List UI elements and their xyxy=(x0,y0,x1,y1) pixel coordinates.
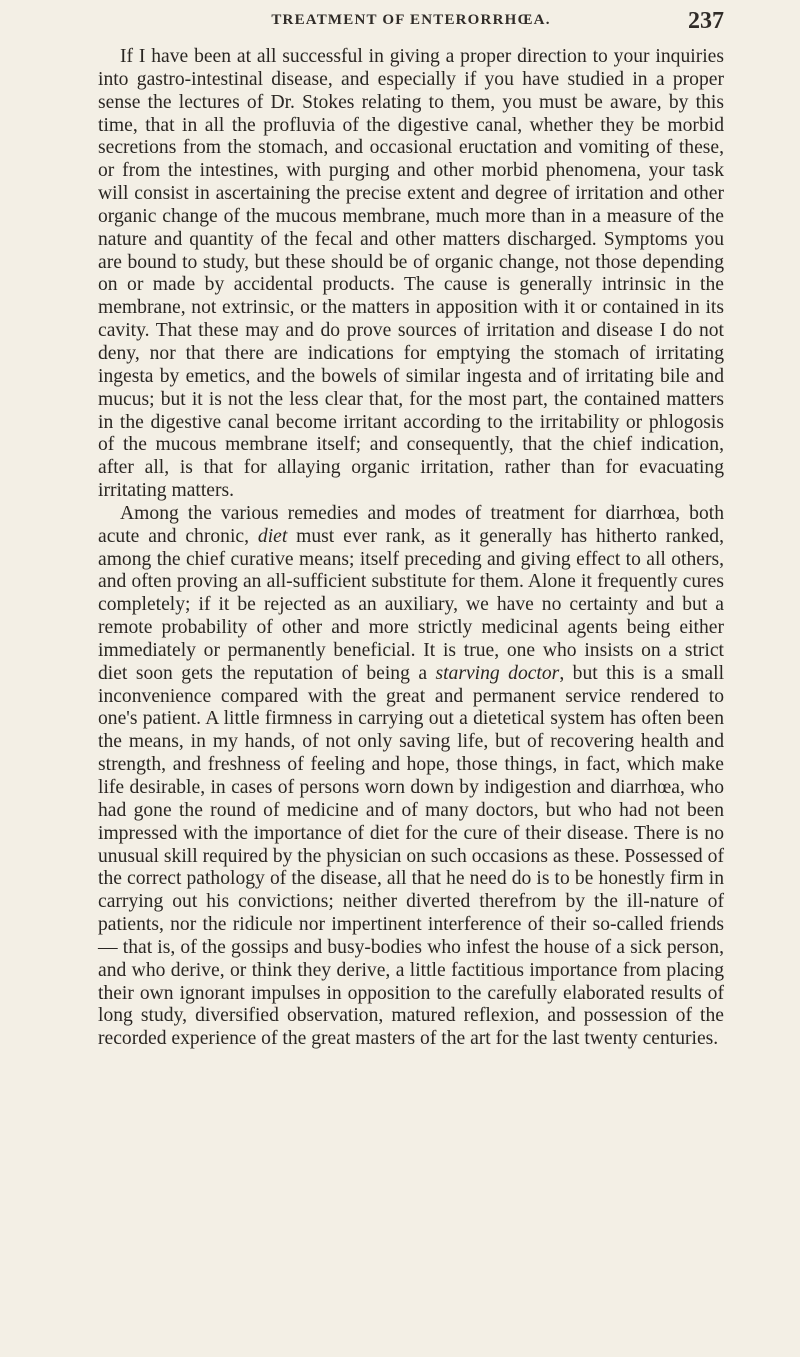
paragraph-text: must ever rank, as it generally has hitherto ranked, among the chief curative means; itself preceding and giving effect to all others, and often proving an all-sufficient substitute for them. Alone it frequently cures completely; if it be rejected as an auxiliary, we have no certainty and but a remote probability of other and more strictly medicinal agents being either immediately or permanently beneficial. It is true, one who insists on a strict diet soon gets the reputation of being a xyxy=(98,525,725,684)
paragraph-text: , but this is a small inconvenience compared with the great and permanent service rendered to one's patient. A little firmness in carrying out a dietetical system has often been the means, in my hands, of not only saving life, but of recovering health and strength, and freshness of feeling and hope, those things, in fact, which make life desirable, in cases of persons worn down by indigestion and diarrhœa, who had gone the round of medicine and of many doctors, but who had not been impressed with the importance of diet for the cure of their disease. There is no unusual skill required by the physician on such occasions as these. Possessed of the correct pathology of the disease, all that he need do is to be honestly firm in carrying out his convictions; neither diverted therefrom by the ill-nature of patients, nor the ridicule nor impertinent interference of their so-called friends — that is, of the gossips and busy-bodies who infest the house of a sick person, and who derive, or think they derive, a little factitious importance from placing their own ignorant impulses in opposition to the carefully elaborated results of long study, diversified observation, matured reflexion, and possession of the recorded experience of the great masters of the art for the last twenty centuries. xyxy=(98,662,725,1050)
paragraph-text: Among the various remedies and modes of treatment for diarrhœa, both acute and chronic, xyxy=(98,502,724,547)
running-head xyxy=(98,0,724,40)
emphasis-starving-doctor: starving doctor xyxy=(435,662,560,684)
running-head-title: TREATMENT OF ENTERORRHŒA. xyxy=(271,12,551,28)
body-text xyxy=(98,46,724,1051)
emphasis-diet: diet xyxy=(257,525,288,547)
paragraph-text: If I have been at all successful in giving a proper direction to your inquiries into gastro-intestinal disease, and especially if you have studied in a proper sense the lectures of Dr. Stokes relating to them, you must be aware, by this time, that in all the profluvia of the digestive canal, whether they be morbid secretions from the stomach, and occasional eructation and vomiting of these, or from the intestines, with purging and other morbid phenomena, your task will consist in ascertaining the precise extent and degree of irritation and other organic change of the mucous membrane, much more than in a measure of the nature and quantity of the fecal and other matters discharged. Symptoms you are bound to study, but these should be of organic change, not those depending on or made by accidental products. The cause is generally intrinsic in the membrane, not extrinsic, or the matters in apposition with it or contained in its cavity. That these may and do prove sources of irritation and disease I do not deny, nor that there are indications for emptying the stomach of irritating ingesta by emetics, and the bowels of similar ingesta and of irritating bile and mucus; but it is not the less clear that, for the most part, the contained matters in the digestive canal become irritant according to the irritability or phlogosis of the mucous membrane itself; and consequently, that the chief indication, after all, is that for allaying organic irritation, rather than for evacuating irritating matters. xyxy=(98,46,724,502)
page-number: 237 xyxy=(688,8,724,34)
paragraph-gastro-intestinal xyxy=(98,46,724,503)
paragraph-diet xyxy=(98,503,724,1051)
